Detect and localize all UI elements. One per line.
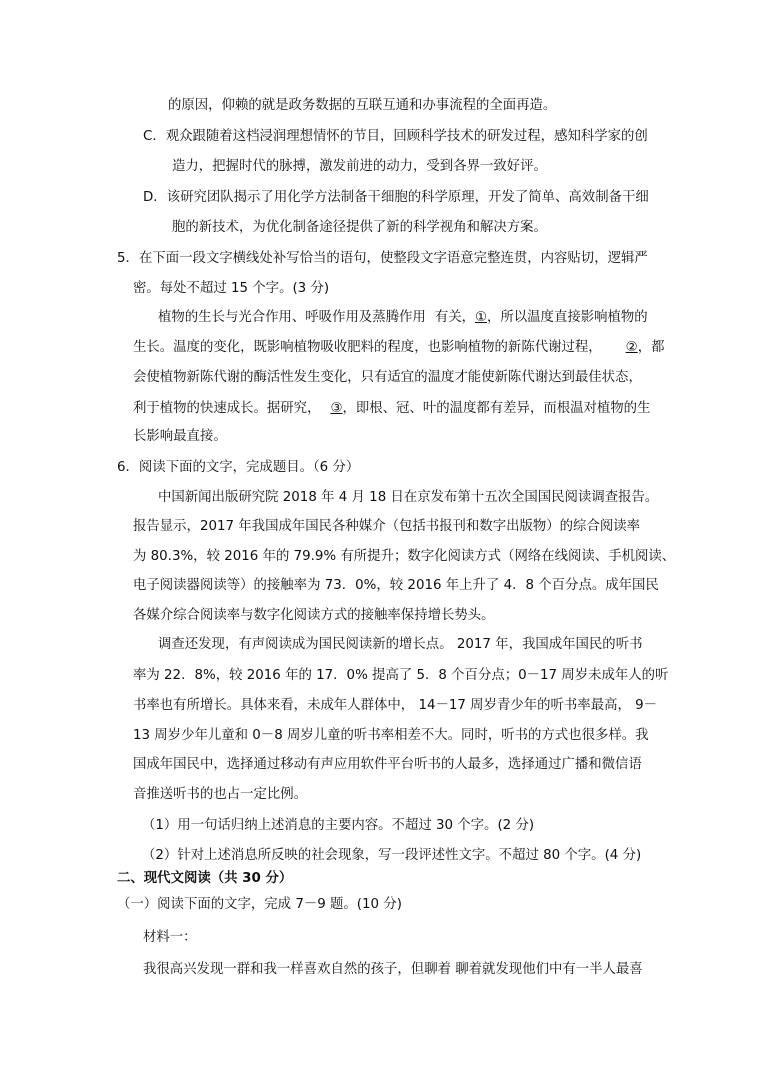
q5-text: 生长。温度的变化，既影响植物吸收肥料的程度，也影响植物的新陈代谢过程， — [133, 340, 602, 355]
q6-passage-p2-line-6: 音推送听书的也占一定比例。 — [133, 787, 308, 802]
question-6-stem: 6．阅读下面的文字，完成题目。（6 分） — [117, 460, 360, 475]
q5-text: ，所以温度直接影响植物的 — [487, 310, 648, 325]
q6-subquestion-1: （1）用一句话归纳上述消息的主要内容。不超过 30 个字。(2 分) — [142, 818, 535, 833]
q6-passage-p2-line-5: 国成年国民中，选择通过移动有声应用软件平台听书的人最多，选择通过广播和微信语 — [133, 757, 642, 772]
q6-passage-p2-line-1: 调查还发现，有声阅读成为国民阅读新的增长点。 2017 年，我国成年国民的听书 — [158, 637, 643, 652]
material-1-label: 材料一： — [143, 930, 197, 945]
q5-text: 利于植物的快速成长。据研究， — [133, 401, 321, 416]
section-2-heading: 二、现代文阅读（共 30 分） — [117, 871, 293, 886]
q5-text: ，即根、冠、叶的温度都有差异，而根温对植物的生 — [342, 401, 651, 416]
q6-passage-p2-line-2: 率为 22．8%，较 2016 年的 17．0% 提高了 5．8 个百分点；0－17 周岁未成年人的听 — [133, 668, 669, 683]
blank-2: ② — [625, 340, 638, 355]
q5-passage-line-2 — [133, 338, 664, 358]
option-d-line-2: 胞的新技术，为优化制备途径提供了新的科学视角和解决方案。 — [172, 220, 547, 235]
blank-1: ① — [474, 310, 487, 325]
q5-text: 有关， — [434, 310, 475, 325]
q6-passage-p1-line-3: 为 80.3%，较 2016 年的 79.9% 有所提升；数字化阅读方式（网络在线阅读、手机阅读、 — [133, 549, 676, 564]
q5-text: ，都 — [637, 340, 665, 355]
q6-passage-p1-line-1: 中国新闻出版研究院 2018 年 4 月 18 日在京发布第十五次全国国民阅读调查报告。 — [158, 490, 659, 505]
q6-passage-p1-line-4: 电子阅读器阅读等）的接触率为 73．0%，较 2016 年上升了 4．8 个百分点。成年国民 — [133, 578, 659, 593]
material-1-text-line-1: 我很高兴发现一群和我一样喜欢自然的孩子，但聊着 聊着就发现他们中有一半人最喜 — [143, 962, 643, 977]
q5-passage-line-5: 长影响最直接。 — [133, 429, 227, 444]
q6-passage-p2-line-3: 书率也有所增长。具体来看，未成年人群体中， 14－17 周岁青少年的听书率最高， 9－ — [133, 698, 658, 713]
q6-passage-p2-line-4: 13 周岁少年儿童和 0－8 周岁儿童的听书率相差不大。同时，听书的方式也很多样。我 — [133, 728, 649, 743]
option-d-line-1: D．该研究团队揭示了用化学方法制备干细胞的科学原理，开发了简单、高效制备干细 — [143, 190, 649, 205]
q5-passage-line-4 — [133, 399, 650, 419]
q5-passage-line-3: 会使植物新陈代谢的酶活性发生变化，只有适宜的温度才能使新陈代谢达到最佳状态， — [133, 370, 642, 385]
option-b-continued: 的原因，仰赖的就是政务数据的互联互通和办事流程的全面再造。 — [168, 98, 557, 113]
question-5-requirement: 密。每处不超过 15 个字。(3 分) — [133, 281, 330, 296]
q5-text: 植物的生长与光合作用、呼吸作用及蒸腾作用 — [158, 310, 426, 325]
option-c-line-1: C．观众跟随着这档浸润理想情怀的节目，回顾科学技术的研发过程，感知科学家的创 — [143, 129, 648, 144]
q6-passage-p1-line-2: 报告显示，2017 年我国成年国民各种媒介（包括书报刊和数字出版物）的综合阅读率 — [133, 519, 641, 534]
q6-subquestion-2: （2）针对上述消息所反映的社会现象，写一段评述性文字。不超过 80 个字。(4 分) — [142, 848, 642, 863]
q6-passage-p1-line-5: 各媒介综合阅读率与数字化阅读方式的接触率保持增长势头。 — [133, 608, 495, 623]
blank-3: ③ — [330, 401, 343, 416]
q5-passage-line-1 — [158, 308, 648, 328]
question-5-stem: 5．在下面一段文字横线处补写恰当的语句，使整段文字语意完整连贯，内容贴切，逻辑严 — [117, 251, 648, 266]
subsection-1-heading: （一）阅读下面的文字，完成 7－9 题。(10 分) — [117, 897, 402, 912]
option-c-line-2: 造力，把握时代的脉搏，激发前进的动力，受到各界一致好评。 — [172, 159, 547, 174]
